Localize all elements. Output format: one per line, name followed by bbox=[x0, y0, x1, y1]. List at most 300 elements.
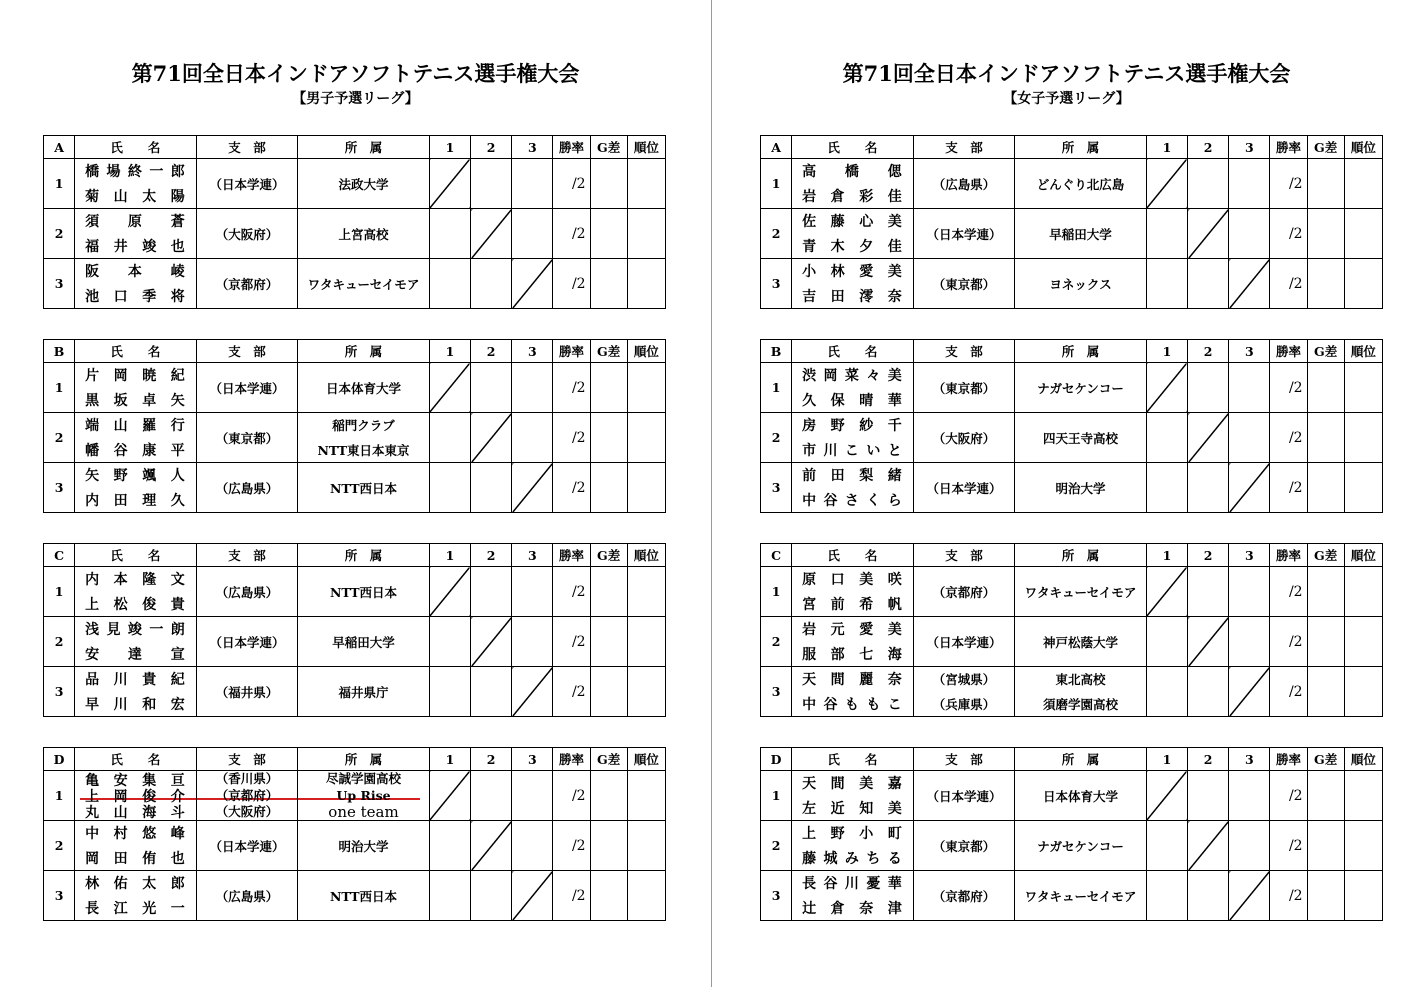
win-rate-cell: /2 bbox=[553, 771, 590, 821]
branch-cell: （日本学連） bbox=[196, 617, 297, 667]
header-game-diff: G差 bbox=[1307, 748, 1344, 771]
self-match-cell bbox=[1146, 159, 1187, 209]
game-diff-cell bbox=[1307, 771, 1344, 821]
header-match-3: 3 bbox=[512, 748, 553, 771]
pair-number: 3 bbox=[44, 871, 75, 921]
table-row bbox=[44, 567, 666, 617]
header-game-diff: G差 bbox=[590, 136, 627, 159]
header-match-1: 1 bbox=[429, 136, 470, 159]
match-result-cell bbox=[471, 463, 512, 513]
women-group-table bbox=[760, 543, 1383, 717]
game-diff-cell bbox=[1307, 413, 1344, 463]
team-2: NTT東日本東京 bbox=[317, 442, 410, 458]
player-2-name: 辻倉奈津 bbox=[802, 900, 903, 917]
table-row bbox=[44, 159, 666, 209]
names-stack bbox=[792, 363, 913, 412]
header-match-3: 3 bbox=[1229, 544, 1270, 567]
win-rate-cell: /2 bbox=[553, 667, 590, 717]
player-2-name: 岡田侑也 bbox=[85, 850, 186, 867]
self-match-cell bbox=[429, 159, 470, 209]
team-cell: ワタキューセイモア bbox=[298, 259, 430, 309]
pair-number: 2 bbox=[44, 209, 75, 259]
team-cell: 法政大学 bbox=[298, 159, 430, 209]
match-result-cell bbox=[429, 259, 470, 309]
header-match-1: 1 bbox=[429, 544, 470, 567]
pair-names bbox=[75, 871, 197, 921]
header-row bbox=[44, 748, 666, 771]
header-branch: 支 部 bbox=[196, 340, 297, 363]
branch-cell bbox=[913, 667, 1014, 717]
men-group-table bbox=[43, 135, 666, 309]
player-2-name: 市川こいと bbox=[802, 442, 903, 459]
header-win-rate: 勝率 bbox=[553, 136, 590, 159]
player-2-name: 黒坂卓矢 bbox=[85, 392, 186, 409]
branch-3: （大阪府） bbox=[215, 804, 279, 819]
game-diff-cell bbox=[590, 413, 627, 463]
table-row bbox=[44, 617, 666, 667]
match-result-cell bbox=[512, 413, 553, 463]
header-match-2: 2 bbox=[1188, 748, 1229, 771]
player-2-name: 久保晴華 bbox=[802, 392, 903, 409]
pair-names bbox=[792, 821, 914, 871]
women-title: 第71回全日本インドアソフトテニス選手権大会 bbox=[842, 61, 1291, 86]
header-row bbox=[761, 748, 1383, 771]
header-match-3: 3 bbox=[1229, 136, 1270, 159]
group-label: D bbox=[761, 748, 792, 771]
team-2: Up Rise bbox=[336, 787, 391, 803]
pair-names bbox=[792, 259, 914, 309]
branch-cell: （広島県） bbox=[196, 871, 297, 921]
player-1-alt-name: 上岡俊介 bbox=[85, 789, 186, 805]
header-match-2: 2 bbox=[471, 748, 512, 771]
branch-cell: （日本学連） bbox=[913, 463, 1014, 513]
player-2-name: 左近知美 bbox=[802, 800, 903, 817]
win-rate-cell: /2 bbox=[1270, 617, 1307, 667]
table-row bbox=[44, 771, 666, 821]
player-1-name: 高橋偲 bbox=[802, 164, 903, 181]
branch-cell: （京都府） bbox=[913, 871, 1014, 921]
self-match-cell bbox=[429, 771, 470, 821]
match-result-cell bbox=[471, 871, 512, 921]
win-rate-cell: /2 bbox=[553, 159, 590, 209]
player-1-name: 上野小町 bbox=[802, 826, 903, 843]
game-diff-cell bbox=[590, 363, 627, 413]
pair-names bbox=[792, 209, 914, 259]
header-match-3: 3 bbox=[512, 544, 553, 567]
women-group-table bbox=[760, 135, 1383, 309]
pair-number: 3 bbox=[44, 667, 75, 717]
header-rank: 順位 bbox=[627, 340, 665, 363]
group-label: C bbox=[761, 544, 792, 567]
player-1-name: 須原蒼 bbox=[85, 214, 186, 231]
rank-cell bbox=[1344, 159, 1382, 209]
win-rate-cell: /2 bbox=[553, 413, 590, 463]
table-row bbox=[761, 463, 1383, 513]
team-1: 東北高校 bbox=[1055, 672, 1106, 688]
pair-names bbox=[792, 667, 914, 717]
team-cell: 上宮高校 bbox=[298, 209, 430, 259]
team-cell: 四天王寺高校 bbox=[1015, 413, 1147, 463]
names-stack bbox=[792, 871, 913, 920]
header-game-diff: G差 bbox=[1307, 136, 1344, 159]
branch-cell: （広島県） bbox=[196, 567, 297, 617]
names-stack bbox=[792, 771, 913, 820]
header-match-1: 1 bbox=[1146, 340, 1187, 363]
pair-number: 3 bbox=[44, 259, 75, 309]
header-game-diff: G差 bbox=[590, 544, 627, 567]
header-branch: 支 部 bbox=[196, 748, 297, 771]
women-group-table bbox=[760, 339, 1383, 513]
match-result-cell bbox=[1146, 259, 1187, 309]
rank-cell bbox=[627, 771, 665, 821]
table-row bbox=[44, 821, 666, 871]
win-rate-cell: /2 bbox=[553, 463, 590, 513]
pair-names bbox=[792, 771, 914, 821]
match-result-cell bbox=[1146, 821, 1187, 871]
pair-number: 1 bbox=[44, 567, 75, 617]
team-cell: ナガセケンコー bbox=[1015, 821, 1147, 871]
pair-names bbox=[792, 567, 914, 617]
header-row bbox=[761, 544, 1383, 567]
pair-number: 2 bbox=[44, 413, 75, 463]
rank-cell bbox=[627, 617, 665, 667]
header-team: 所 属 bbox=[298, 544, 430, 567]
header-name: 氏 名 bbox=[792, 136, 914, 159]
team-1: 稲門クラブ bbox=[332, 418, 395, 434]
self-match-cell bbox=[512, 463, 553, 513]
team-cell: 明治大学 bbox=[298, 821, 430, 871]
group-label: D bbox=[44, 748, 75, 771]
header-match-3: 3 bbox=[1229, 748, 1270, 771]
branch-cell: （東京都） bbox=[196, 413, 297, 463]
table-row bbox=[761, 259, 1383, 309]
pair-names bbox=[792, 871, 914, 921]
header-branch: 支 部 bbox=[913, 544, 1014, 567]
team-stack bbox=[298, 771, 429, 820]
team-cell: ナガセケンコー bbox=[1015, 363, 1147, 413]
pair-number: 3 bbox=[761, 871, 792, 921]
match-result-cell bbox=[1146, 463, 1187, 513]
self-match-cell bbox=[1229, 667, 1270, 717]
header-rank: 順位 bbox=[1344, 340, 1382, 363]
team-cell: NTT西日本 bbox=[298, 567, 430, 617]
header-match-2: 2 bbox=[1188, 136, 1229, 159]
win-rate-cell: /2 bbox=[1270, 771, 1307, 821]
pair-names bbox=[792, 617, 914, 667]
pair-names bbox=[792, 413, 914, 463]
rank-cell bbox=[627, 871, 665, 921]
match-result-cell bbox=[1146, 413, 1187, 463]
men-group-table bbox=[43, 339, 666, 513]
self-match-cell bbox=[471, 821, 512, 871]
group-label: A bbox=[761, 136, 792, 159]
header-match-1: 1 bbox=[1146, 136, 1187, 159]
player-1-name: 前田梨緒 bbox=[802, 468, 903, 485]
team-cell: 日本体育大学 bbox=[1015, 771, 1147, 821]
header-match-1: 1 bbox=[1146, 544, 1187, 567]
names-stack bbox=[792, 259, 913, 308]
match-result-cell bbox=[429, 617, 470, 667]
team-cell: ワタキューセイモア bbox=[1015, 871, 1147, 921]
table-row bbox=[761, 821, 1383, 871]
team-cell: ヨネックス bbox=[1015, 259, 1147, 309]
pair-names bbox=[75, 363, 197, 413]
match-result-cell bbox=[512, 567, 553, 617]
win-rate-cell: /2 bbox=[553, 617, 590, 667]
branch-stack bbox=[914, 667, 1014, 716]
table-row bbox=[761, 567, 1383, 617]
table-row bbox=[761, 617, 1383, 667]
match-result-cell bbox=[512, 363, 553, 413]
player-1-name: 渋岡菜々美 bbox=[802, 368, 903, 385]
names-stack bbox=[792, 617, 913, 666]
team-cell: NTT西日本 bbox=[298, 871, 430, 921]
team-cell: ワタキューセイモア bbox=[1015, 567, 1147, 617]
game-diff-cell bbox=[1307, 159, 1344, 209]
team-stack bbox=[298, 413, 429, 462]
game-diff-cell bbox=[590, 771, 627, 821]
match-result-cell bbox=[1229, 209, 1270, 259]
branch-cell: （東京都） bbox=[913, 821, 1014, 871]
game-diff-cell bbox=[1307, 821, 1344, 871]
pair-names bbox=[792, 463, 914, 513]
win-rate-cell: /2 bbox=[553, 363, 590, 413]
pair-names bbox=[75, 259, 197, 309]
table-row bbox=[44, 463, 666, 513]
header-team: 所 属 bbox=[1015, 544, 1147, 567]
player-1-name: 佐藤心美 bbox=[802, 214, 903, 231]
header-match-3: 3 bbox=[512, 136, 553, 159]
table-row bbox=[761, 209, 1383, 259]
rank-cell bbox=[1344, 871, 1382, 921]
match-result-cell bbox=[512, 771, 553, 821]
header-row bbox=[761, 340, 1383, 363]
player-2-name: 丸山海斗 bbox=[85, 805, 186, 821]
self-match-cell bbox=[1146, 363, 1187, 413]
match-result-cell bbox=[512, 209, 553, 259]
header-match-3: 3 bbox=[1229, 340, 1270, 363]
match-result-cell bbox=[1188, 667, 1229, 717]
self-match-cell bbox=[1188, 209, 1229, 259]
names-stack bbox=[75, 159, 196, 208]
header-match-1: 1 bbox=[429, 340, 470, 363]
names-stack bbox=[75, 463, 196, 512]
header-row bbox=[44, 544, 666, 567]
header-row bbox=[44, 136, 666, 159]
table-row bbox=[44, 259, 666, 309]
match-result-cell bbox=[1229, 159, 1270, 209]
header-match-2: 2 bbox=[1188, 340, 1229, 363]
win-rate-cell: /2 bbox=[1270, 567, 1307, 617]
pair-number: 1 bbox=[44, 159, 75, 209]
branch-1: （宮城県） bbox=[932, 672, 996, 688]
team-stack bbox=[1015, 667, 1146, 716]
match-result-cell bbox=[1188, 771, 1229, 821]
win-rate-cell: /2 bbox=[1270, 667, 1307, 717]
header-win-rate: 勝率 bbox=[1270, 136, 1307, 159]
pair-number: 1 bbox=[44, 363, 75, 413]
pair-number: 1 bbox=[761, 159, 792, 209]
game-diff-cell bbox=[590, 567, 627, 617]
self-match-cell bbox=[1188, 413, 1229, 463]
self-match-cell bbox=[1229, 259, 1270, 309]
group-label: C bbox=[44, 544, 75, 567]
player-2-name: 青木夕佳 bbox=[802, 238, 903, 255]
self-match-cell bbox=[429, 567, 470, 617]
header-win-rate: 勝率 bbox=[553, 748, 590, 771]
names-stack bbox=[75, 871, 196, 920]
names-stack bbox=[75, 617, 196, 666]
player-1-name: 内本隆文 bbox=[85, 572, 186, 589]
self-match-cell bbox=[1146, 567, 1187, 617]
branch-cell: （日本学連） bbox=[196, 159, 297, 209]
match-result-cell bbox=[429, 209, 470, 259]
rank-cell bbox=[627, 567, 665, 617]
branch-cell: （東京都） bbox=[913, 363, 1014, 413]
win-rate-cell: /2 bbox=[1270, 413, 1307, 463]
player-1-name: 長谷川憂華 bbox=[802, 876, 903, 893]
group-label: B bbox=[44, 340, 75, 363]
self-match-cell bbox=[512, 667, 553, 717]
branch-stack bbox=[197, 771, 297, 820]
match-result-cell bbox=[1146, 667, 1187, 717]
rank-cell bbox=[1344, 259, 1382, 309]
branch-cell: （東京都） bbox=[913, 259, 1014, 309]
player-2-name: 宮前希帆 bbox=[802, 596, 903, 613]
team-cell: 日本体育大学 bbox=[298, 363, 430, 413]
team-cell bbox=[1015, 667, 1147, 717]
rank-cell bbox=[627, 363, 665, 413]
team-cell bbox=[298, 771, 430, 821]
header-team: 所 属 bbox=[298, 748, 430, 771]
branch-cell: （日本学連） bbox=[913, 209, 1014, 259]
match-result-cell bbox=[471, 259, 512, 309]
rank-cell bbox=[1344, 821, 1382, 871]
header-branch: 支 部 bbox=[196, 544, 297, 567]
pair-names bbox=[75, 159, 197, 209]
player-1-name: 橋場終一郎 bbox=[85, 164, 186, 181]
header-team: 所 属 bbox=[1015, 748, 1147, 771]
game-diff-cell bbox=[1307, 463, 1344, 513]
player-1-name: 小林愛美 bbox=[802, 264, 903, 281]
win-rate-cell: /2 bbox=[1270, 463, 1307, 513]
header-team: 所 属 bbox=[298, 136, 430, 159]
match-result-cell bbox=[1229, 771, 1270, 821]
header-game-diff: G差 bbox=[590, 748, 627, 771]
header-name: 氏 名 bbox=[792, 340, 914, 363]
match-result-cell bbox=[1229, 413, 1270, 463]
self-match-cell bbox=[471, 617, 512, 667]
header-branch: 支 部 bbox=[913, 136, 1014, 159]
game-diff-cell bbox=[590, 617, 627, 667]
player-2-name: 早川和宏 bbox=[85, 696, 186, 713]
player-2-name: 藤城みちる bbox=[802, 850, 903, 867]
match-result-cell bbox=[1188, 463, 1229, 513]
player-2-name: 岩倉彩佳 bbox=[802, 188, 903, 205]
women-page bbox=[711, 0, 1422, 987]
win-rate-cell: /2 bbox=[553, 567, 590, 617]
rank-cell bbox=[627, 159, 665, 209]
women-group-table bbox=[760, 747, 1383, 921]
pair-number: 2 bbox=[761, 413, 792, 463]
table-row bbox=[44, 413, 666, 463]
player-2-name: 中谷さくら bbox=[802, 492, 903, 509]
game-diff-cell bbox=[1307, 667, 1344, 717]
player-1-name: 中村悠峰 bbox=[85, 826, 186, 843]
team-cell: 福井県庁 bbox=[298, 667, 430, 717]
win-rate-cell: /2 bbox=[553, 209, 590, 259]
pair-names bbox=[75, 771, 197, 821]
branch-cell: （日本学連） bbox=[196, 821, 297, 871]
branch-cell: （広島県） bbox=[913, 159, 1014, 209]
player-2-name: 安達宣 bbox=[85, 646, 186, 663]
win-rate-cell: /2 bbox=[1270, 363, 1307, 413]
header-team: 所 属 bbox=[1015, 136, 1147, 159]
player-1-name: 浅見竣一朗 bbox=[85, 622, 186, 639]
header-row bbox=[44, 340, 666, 363]
win-rate-cell: /2 bbox=[1270, 821, 1307, 871]
header-rank: 順位 bbox=[1344, 748, 1382, 771]
match-result-cell bbox=[512, 159, 553, 209]
game-diff-cell bbox=[590, 871, 627, 921]
match-result-cell bbox=[471, 771, 512, 821]
header-rank: 順位 bbox=[1344, 544, 1382, 567]
table-row bbox=[44, 871, 666, 921]
header-rank: 順位 bbox=[627, 748, 665, 771]
header-game-diff: G差 bbox=[1307, 340, 1344, 363]
team-1: 尽誠学園高校 bbox=[326, 771, 402, 786]
header-win-rate: 勝率 bbox=[1270, 748, 1307, 771]
rank-cell bbox=[1344, 209, 1382, 259]
rank-cell bbox=[1344, 771, 1382, 821]
player-2-name: 中谷ももこ bbox=[802, 696, 903, 713]
player-2-name: 菊山太陽 bbox=[85, 188, 186, 205]
match-result-cell bbox=[471, 159, 512, 209]
header-game-diff: G差 bbox=[590, 340, 627, 363]
pair-names bbox=[75, 821, 197, 871]
player-2-name: 長江光一 bbox=[85, 900, 186, 917]
player-2-name: 幡谷康平 bbox=[85, 442, 186, 459]
game-diff-cell bbox=[590, 209, 627, 259]
header-name: 氏 名 bbox=[75, 748, 197, 771]
pair-number: 3 bbox=[44, 463, 75, 513]
branch-cell: （福井県） bbox=[196, 667, 297, 717]
names-stack bbox=[792, 567, 913, 616]
player-2-name: 内田理久 bbox=[85, 492, 186, 509]
self-match-cell bbox=[1146, 771, 1187, 821]
win-rate-cell: /2 bbox=[553, 259, 590, 309]
pair-number: 2 bbox=[44, 617, 75, 667]
game-diff-cell bbox=[1307, 567, 1344, 617]
match-result-cell bbox=[1188, 363, 1229, 413]
rank-cell bbox=[627, 209, 665, 259]
names-stack bbox=[75, 771, 196, 820]
pair-number: 1 bbox=[761, 363, 792, 413]
header-name: 氏 名 bbox=[792, 544, 914, 567]
player-1-name: 阪本崚 bbox=[85, 264, 186, 281]
team-2: 須磨学園高校 bbox=[1043, 696, 1119, 712]
table-row bbox=[761, 871, 1383, 921]
pair-names bbox=[75, 209, 197, 259]
header-match-2: 2 bbox=[1188, 544, 1229, 567]
table-row bbox=[44, 363, 666, 413]
game-diff-cell bbox=[590, 159, 627, 209]
header-team: 所 属 bbox=[1015, 340, 1147, 363]
team-cell bbox=[298, 413, 430, 463]
header-name: 氏 名 bbox=[75, 340, 197, 363]
player-1-name: 天間麗奈 bbox=[802, 672, 903, 689]
win-rate-cell: /2 bbox=[553, 821, 590, 871]
